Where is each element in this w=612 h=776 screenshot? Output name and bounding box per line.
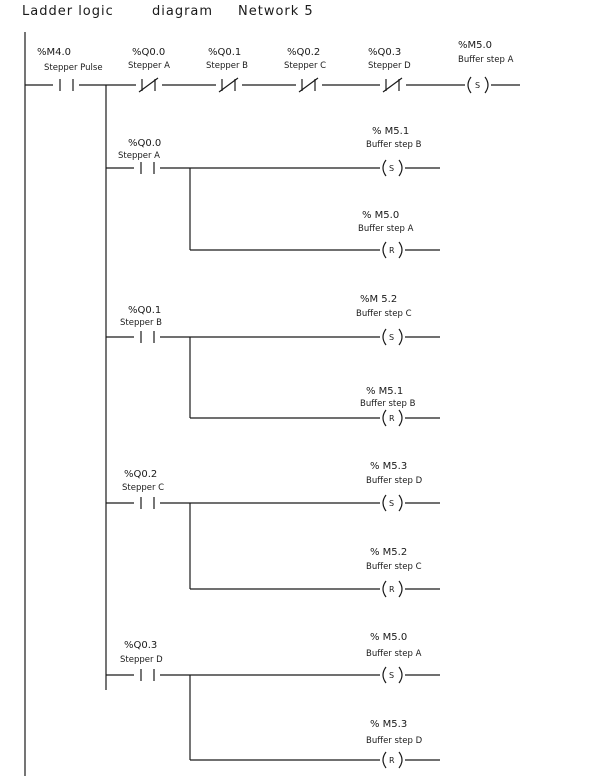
coil-label: Buffer step B	[366, 140, 422, 150]
branch-1	[106, 126, 440, 258]
contact-label: Stepper B	[206, 61, 249, 71]
branch-4	[106, 632, 440, 768]
contact-no	[134, 331, 160, 343]
contact-address: %Q0.1	[208, 47, 242, 58]
coil-reset	[383, 410, 402, 426]
contact-no	[53, 79, 79, 91]
rung-1	[25, 40, 520, 93]
contact-no	[134, 669, 160, 681]
contact-label: Stepper A	[128, 61, 170, 71]
contact-no	[134, 497, 160, 509]
contact-address: %Q0.0	[128, 138, 162, 149]
contact-label: Stepper D	[368, 61, 411, 71]
coil-type: S	[389, 333, 395, 342]
coil-set	[383, 160, 402, 176]
coil-address: % M5.3	[370, 461, 408, 472]
coil-set	[468, 77, 488, 93]
coil-label: Buffer step D	[366, 736, 423, 746]
coil-type: R	[389, 414, 395, 423]
coil-label: Buffer step B	[360, 399, 416, 409]
contact-label: Stepper D	[120, 655, 163, 665]
contact-no	[134, 162, 160, 174]
coil-address: % M5.3	[370, 719, 408, 730]
contact-nc	[136, 78, 162, 92]
coil-set	[383, 329, 402, 345]
branch-3	[106, 461, 440, 597]
coil-type: R	[389, 585, 395, 594]
coil-type: R	[389, 246, 395, 255]
coil-type: S	[389, 671, 395, 680]
coil-address: % M5.0	[370, 632, 408, 643]
contact-address: %Q0.1	[128, 305, 162, 316]
contact-nc	[380, 78, 406, 92]
coil-type: S	[475, 81, 481, 90]
contact-nc	[216, 78, 242, 92]
contact-label: Stepper B	[120, 318, 163, 328]
branch-2	[106, 294, 440, 426]
coil-reset	[383, 752, 402, 768]
coil-label: Buffer step A	[358, 224, 414, 234]
coil-address: %M 5.2	[360, 294, 398, 305]
coil-address: % M5.0	[362, 210, 400, 221]
coil-label: Buffer step C	[356, 309, 412, 319]
coil-label: Buffer step D	[366, 476, 423, 486]
contact-address: %M4.0	[37, 47, 72, 58]
coil-reset	[383, 242, 402, 258]
header-title-part1: Ladder logic	[22, 4, 114, 19]
coil-address: %M5.0	[458, 40, 493, 51]
contact-address: %Q0.3	[368, 47, 402, 58]
coil-address: % M5.1	[366, 386, 404, 397]
header-title-part2: diagram	[152, 4, 214, 19]
coil-label: Buffer step A	[366, 649, 422, 659]
contact-label: Stepper Pulse	[44, 63, 103, 73]
coil-type: S	[389, 499, 395, 508]
coil-address: % M5.1	[372, 126, 410, 137]
coil-type: S	[389, 164, 395, 173]
coil-set	[383, 495, 402, 511]
coil-address: % M5.2	[370, 547, 408, 558]
contact-label: Stepper C	[122, 483, 165, 493]
contact-nc	[296, 78, 322, 92]
coil-set	[383, 667, 402, 683]
contact-label: Stepper C	[284, 61, 327, 71]
coil-label: Buffer step C	[366, 562, 422, 572]
coil-type: R	[389, 756, 395, 765]
coil-label: Buffer step A	[458, 55, 514, 65]
contact-address: %Q0.3	[124, 640, 158, 651]
coil-reset	[383, 581, 402, 597]
contact-label: Stepper A	[118, 151, 160, 161]
contact-address: %Q0.2	[287, 47, 321, 58]
contact-address: %Q0.2	[124, 469, 158, 480]
contact-address: %Q0.0	[132, 47, 166, 58]
header-title-part3: Network 5	[238, 4, 314, 19]
